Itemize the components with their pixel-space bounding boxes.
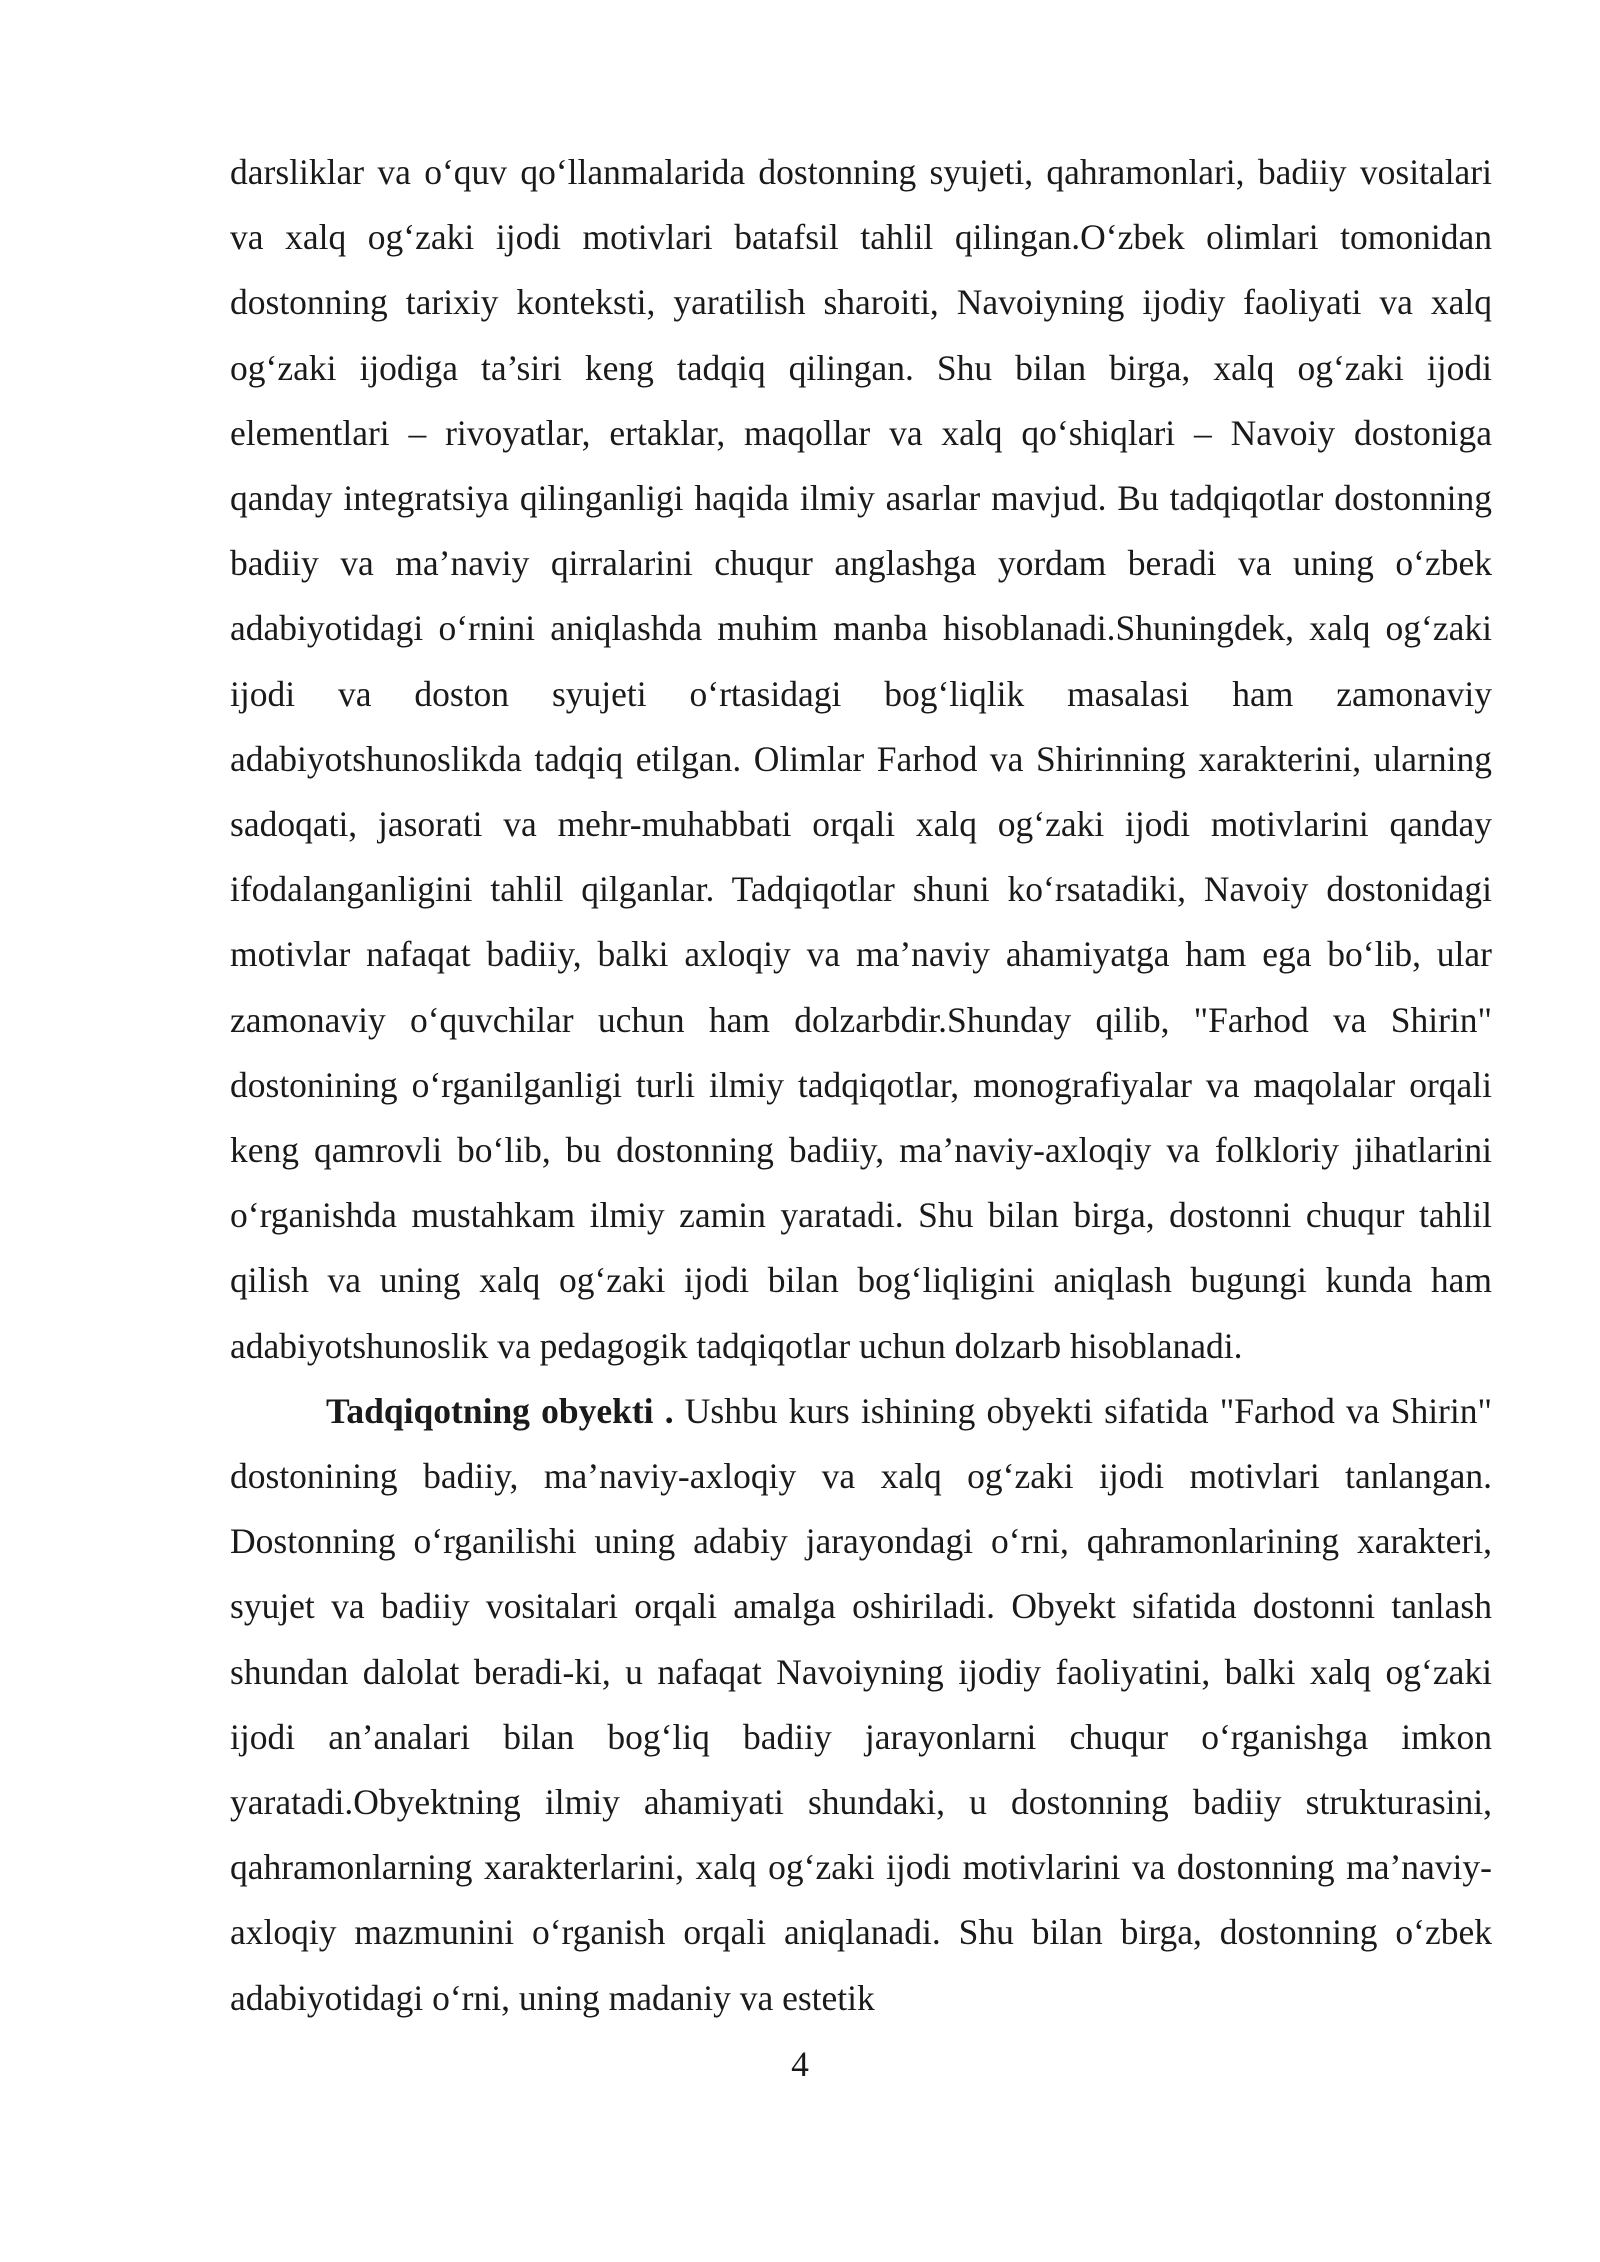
page-number: 4 bbox=[791, 2044, 809, 2084]
body-text bbox=[230, 140, 1492, 2031]
paragraph-2-text: Ushbu kurs ishining obyekti sifatida "Farhod va Shirin" dostonining badiiy, ma’naviy-axloqiy va xalq og‘zaki ijodi motivlari tanlangan. Dostonning o‘rganilishi uning adabiy jarayondagi o‘rni, qahramonlarining xarakteri, syujet va badiiy vositalari orqali amalga oshiriladi. Obyekt sifatida dostonni tanlash shundan dalolat beradi-ki, u nafaqat Navoiyning ijodiy faoliyatini, balki xalq og‘zaki ijodi an’analari bilan bog‘liq badiiy jarayonlarni chuqur o‘rganishga imkon yaratadi.Obyektning ilmiy ahamiyati shundaki, u dostonning badiiy strukturasini, qahramonlarning xarakterlarini, xalq og‘zaki ijodi motivlarini va dostonning ma’naviy-axloqiy mazmunini o‘rganish orqali aniqlanadi. Shu bilan birga, dostonning o‘zbek adabiyotidagi o‘rni, uning madaniy va estetik bbox=[230, 1390, 1492, 2018]
paragraph-1: darsliklar va o‘quv qo‘llanmalarida dostonning syujeti, qahramonlari, badiiy vositalari va xalq og‘zaki ijodi motivlari batafsil tahlil qilingan.O‘zbek olimlari tomonidan dostonning tarixiy konteksti, yaratilish sharoiti, Navoiyning ijodiy faoliyati va xalq og‘zaki ijodiga ta’siri keng tadqiq qilingan. Shu bilan birga, xalq og‘zaki ijodi elementlari – rivoyatlar, ertaklar, maqollar va xalq qo‘shiqlari – Navoiy dostoniga qanday integratsiya qilinganligi haqida ilmiy asarlar mavjud. Bu tadqiqotlar dostonning badiiy va ma’naviy qirralarini chuqur anglashga yordam beradi va uning o‘zbek adabiyotidagi o‘rnini aniqlashda muhim manba hisoblanadi.Shuningdek, xalq og‘zaki ijodi va doston syujeti o‘rtasidagi bog‘liqlik masalasi ham zamonaviy adabiyotshunoslikda tadqiq etilgan. Olimlar Farhod va Shirinning xarakterini, ularning sadoqati, jasorati va mehr-muhabbati orqali xalq og‘zaki ijodi motivlarini qanday ifodalanganligini tahlil qilganlar. Tadqiqotlar shuni ko‘rsatadiki, Navoiy dostonidagi motivlar nafaqat badiiy, balki axloqiy va ma’naviy ahamiyatga ham ega bo‘lib, ular zamonaviy o‘quvchilar uchun ham dolzarbdir.Shunday qilib, "Farhod va Shirin" dostonining o‘rganilganligi turli ilmiy tadqiqotlar, monografiyalar va maqolalar orqali keng qamrovli bo‘lib, bu dostonning badiiy, ma’naviy-axloqiy va folkloriy jihatlarini o‘rganishda mustahkam ilmiy zamin yaratadi. Shu bilan birga, dostonni chuqur tahlil qilish va uning xalq og‘zaki ijodi bilan bog‘liqligini aniqlash bugungi kunda ham adabiyotshunoslik va pedagogik tadqiqotlar uchun dolzarb hisoblanadi. bbox=[230, 152, 1492, 1366]
paragraph-2 bbox=[230, 1379, 1492, 2031]
section-heading-inline: Tadqiqotning obyekti . bbox=[326, 1390, 674, 1431]
